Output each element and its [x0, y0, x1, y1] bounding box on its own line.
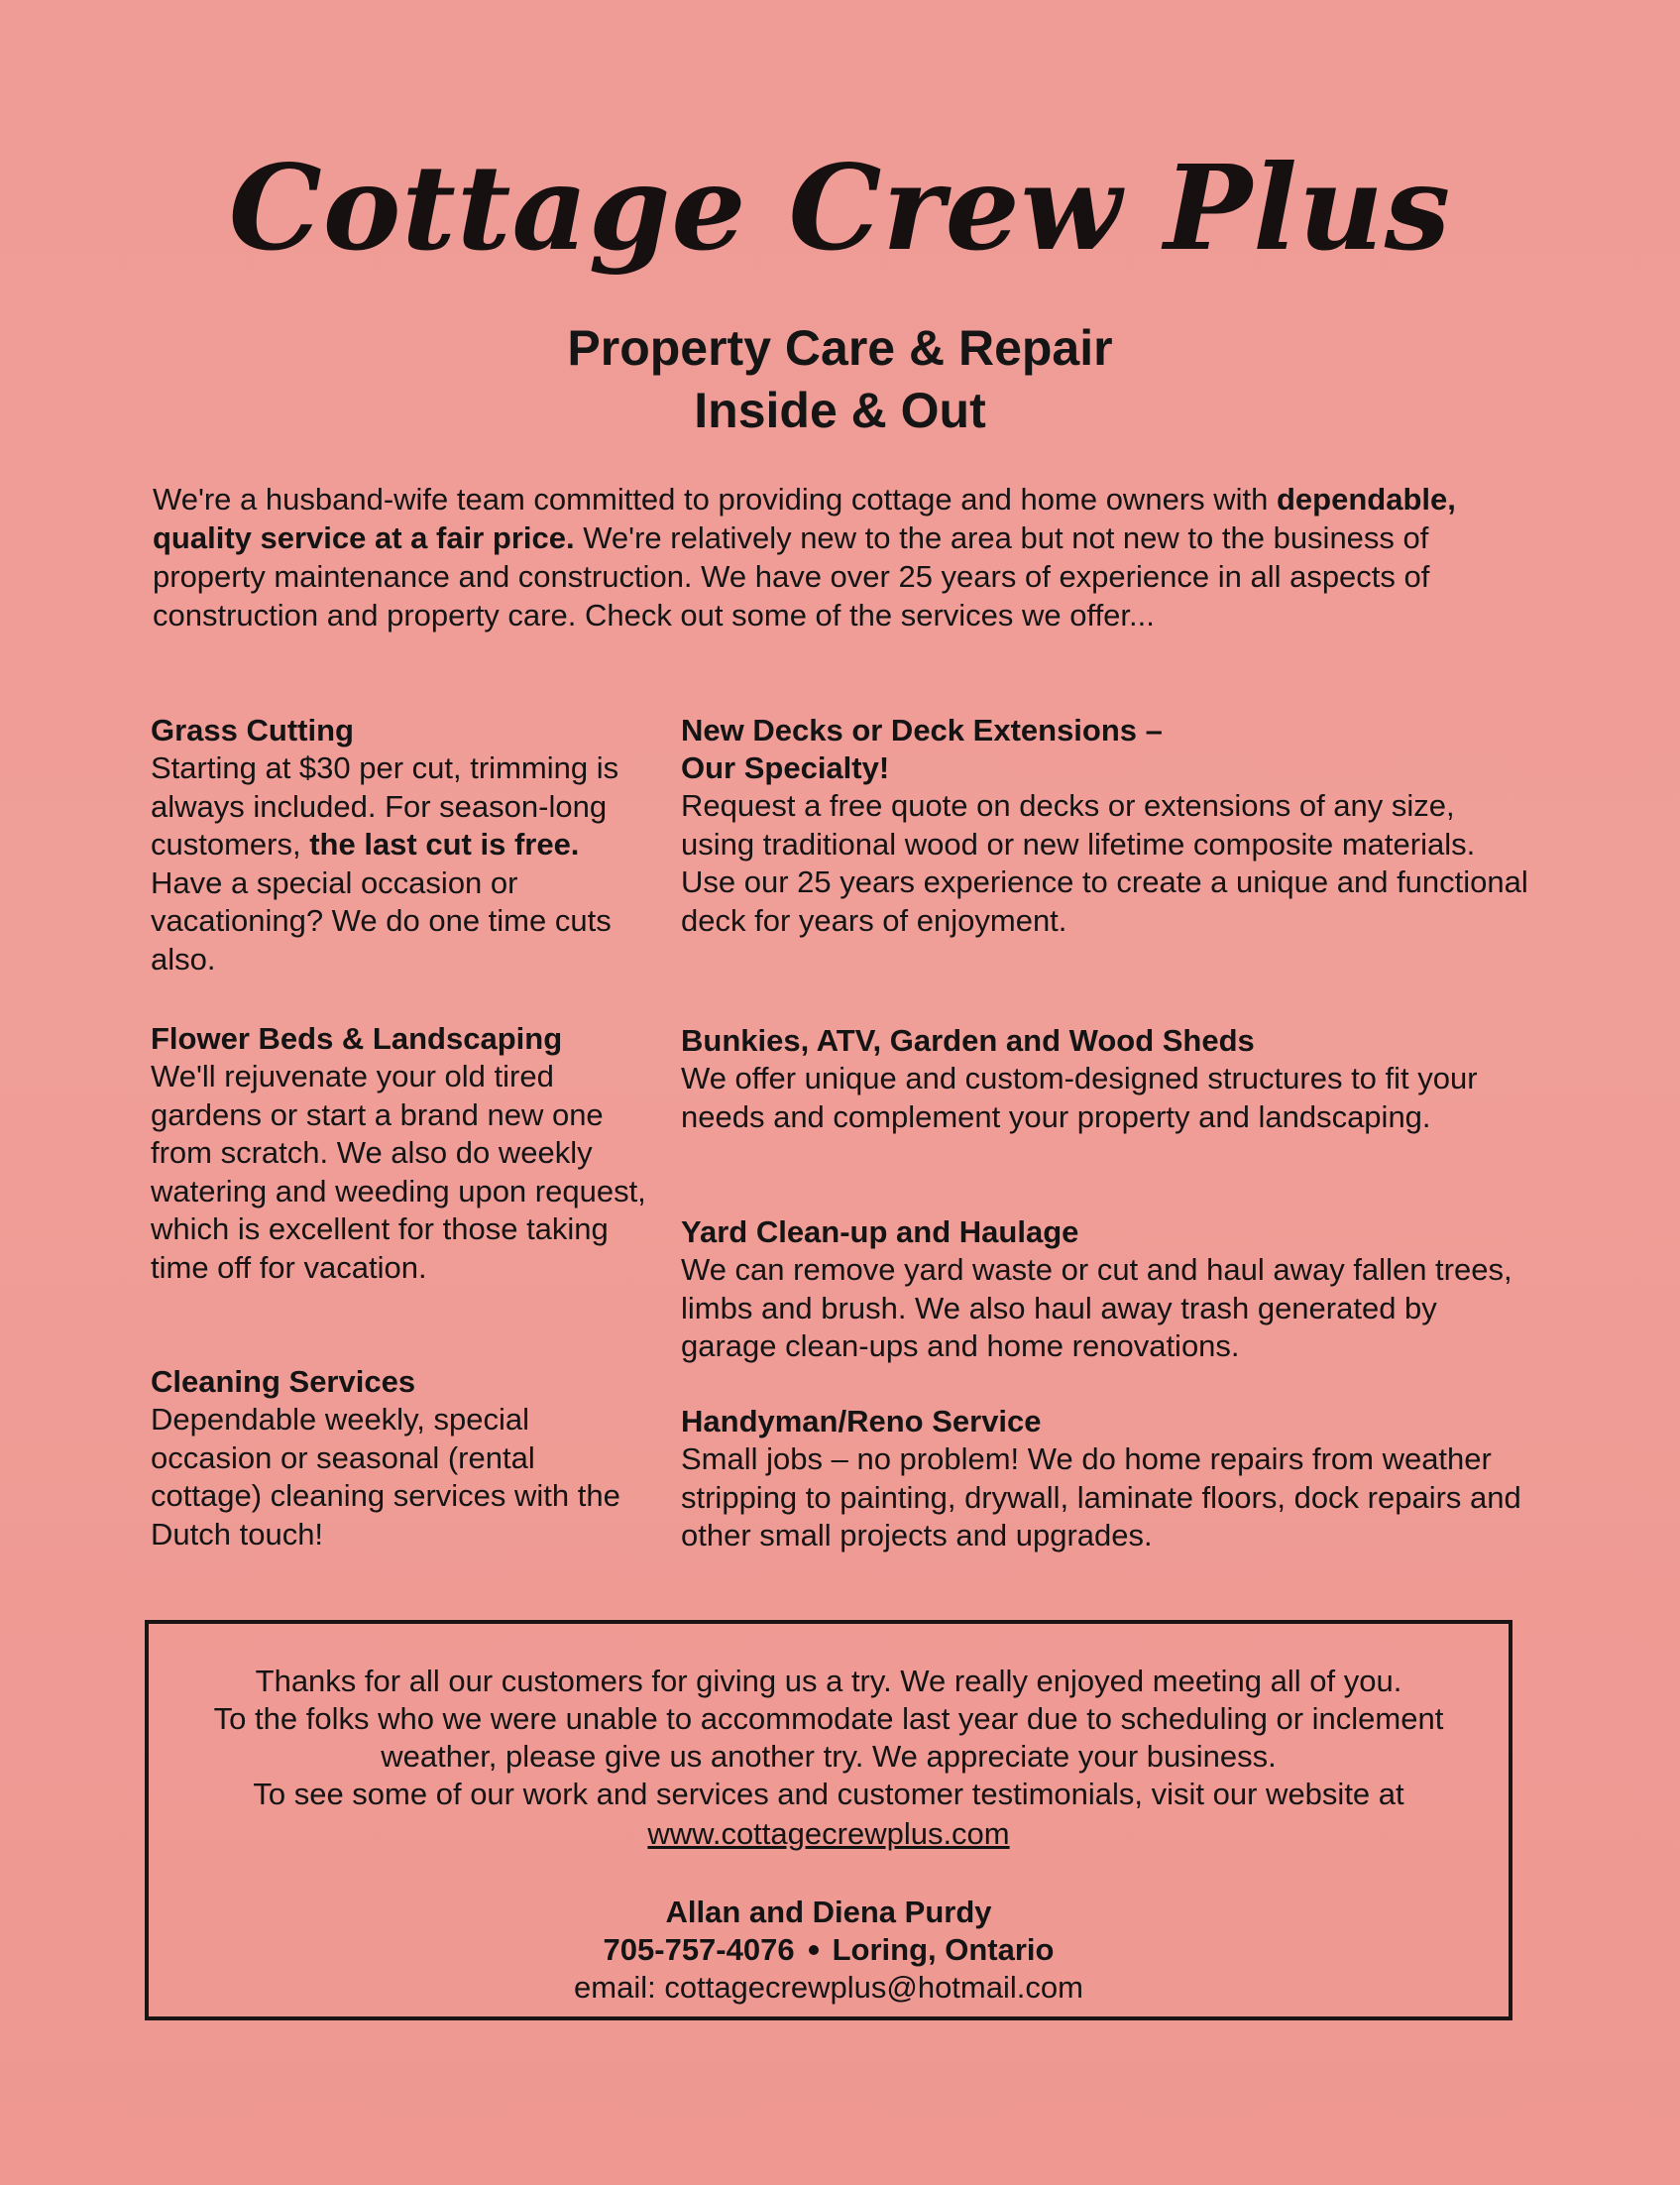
website-link[interactable]: www.cottagecrewplus.com: [647, 1816, 1010, 1851]
tagline-line-1: Property Care & Repair: [567, 320, 1113, 376]
services-left-column: [151, 712, 646, 1553]
contact-block: [149, 1894, 1509, 2007]
intro-text-end: We're relatively new to the area but not new to the business of property maintenance and construction. We have over 25 years of experience in all aspects of construction and property care. Check out some of the services we offer...: [153, 520, 1430, 632]
service-grass-cutting: [151, 712, 646, 1020]
service-title: Handyman/Reno Service: [681, 1404, 1042, 1438]
thanks-line: To see some of our work and services and customer testimonials, visit our website at: [253, 1777, 1404, 1811]
service-handyman: [681, 1403, 1533, 1555]
service-title: Bunkies, ATV, Garden and Wood Sheds: [681, 1023, 1255, 1058]
service-description: [151, 749, 646, 978]
service-description: Small jobs – no problem! We do home repairs from weather stripping to painting, drywall, laminate floors, dock repairs and other small projects and upgrades.: [681, 1441, 1521, 1552]
thank-you-box: [145, 1620, 1512, 2020]
service-title-line-2: Our Specialty!: [681, 750, 890, 785]
service-description: Dependable weekly, special occasion or seasonal (rental cottage) cleaning services with the Dutch touch!: [151, 1402, 620, 1552]
bullet-icon: [809, 1945, 819, 1955]
service-description: We offer unique and custom-designed structures to fit your needs and complement your property and landscaping.: [681, 1061, 1478, 1134]
service-sheds: [681, 1022, 1533, 1213]
service-title: Cleaning Services: [151, 1364, 416, 1399]
thank-you-message: [149, 1663, 1509, 1813]
phone-location-line: [149, 1931, 1509, 1969]
service-cleaning: [151, 1363, 646, 1553]
phone-number: 705-757-4076: [603, 1932, 795, 1967]
service-title-line-1: New Decks or Deck Extensions –: [681, 713, 1163, 748]
logo-wordmark: Cottage Crew Plus: [228, 139, 1452, 277]
owner-names: Allan and Diena Purdy: [665, 1895, 992, 1929]
service-text-end: Have a special occasion or vacationing? We do one time cuts also.: [151, 864, 612, 977]
service-text-start: Starting at $30 per cut, trimming is always included. For season-long customers,: [151, 750, 619, 862]
service-title: Yard Clean-up and Haulage: [681, 1214, 1079, 1249]
intro-text-start: We're a husband-wife team committed to providing cottage and home owners with: [153, 482, 1277, 517]
service-title: Grass Cutting: [151, 713, 354, 748]
email-address: email: cottagecrewplus@hotmail.com: [574, 1970, 1083, 2005]
service-title: Flower Beds & Landscaping: [151, 1021, 563, 1056]
intro-paragraph: [153, 480, 1540, 634]
service-description: We'll rejuvenate your old tired gardens or start a brand new one from scratch. We also do weekly watering and weeding upon request, which is excellent for those taking time off for vacation.: [151, 1059, 646, 1285]
service-decks: [681, 712, 1533, 1022]
service-flower-beds: [151, 1020, 646, 1363]
intro-text-bold: dependable, quality service at a fair price.: [153, 482, 1456, 555]
thanks-line: To the folks who we were unable to accommodate last year due to scheduling or inclement: [213, 1701, 1444, 1736]
thanks-line: Thanks for all our customers for giving us a try. We really enjoyed meeting all of you.: [255, 1664, 1402, 1698]
service-title: [681, 712, 1533, 787]
service-yard-cleanup: [681, 1213, 1533, 1403]
location: Loring, Ontario: [832, 1932, 1055, 1967]
service-text-bold: the last cut is free.: [309, 827, 580, 862]
service-description: Request a free quote on decks or extensions of any size, using traditional wood or new lifetime composite materials. Use our 25 years experience to create a unique and functional deck for years of enjoyment.: [681, 788, 1528, 938]
thanks-line: weather, please give us another try. We appreciate your business.: [381, 1739, 1277, 1774]
services-right-column: [681, 712, 1533, 1555]
tagline-line-2: Inside & Out: [694, 383, 986, 438]
service-description: We can remove yard waste or cut and haul away fallen trees, limbs and brush. We also haul away trash generated by garage clean-ups and home renovations.: [681, 1252, 1512, 1363]
